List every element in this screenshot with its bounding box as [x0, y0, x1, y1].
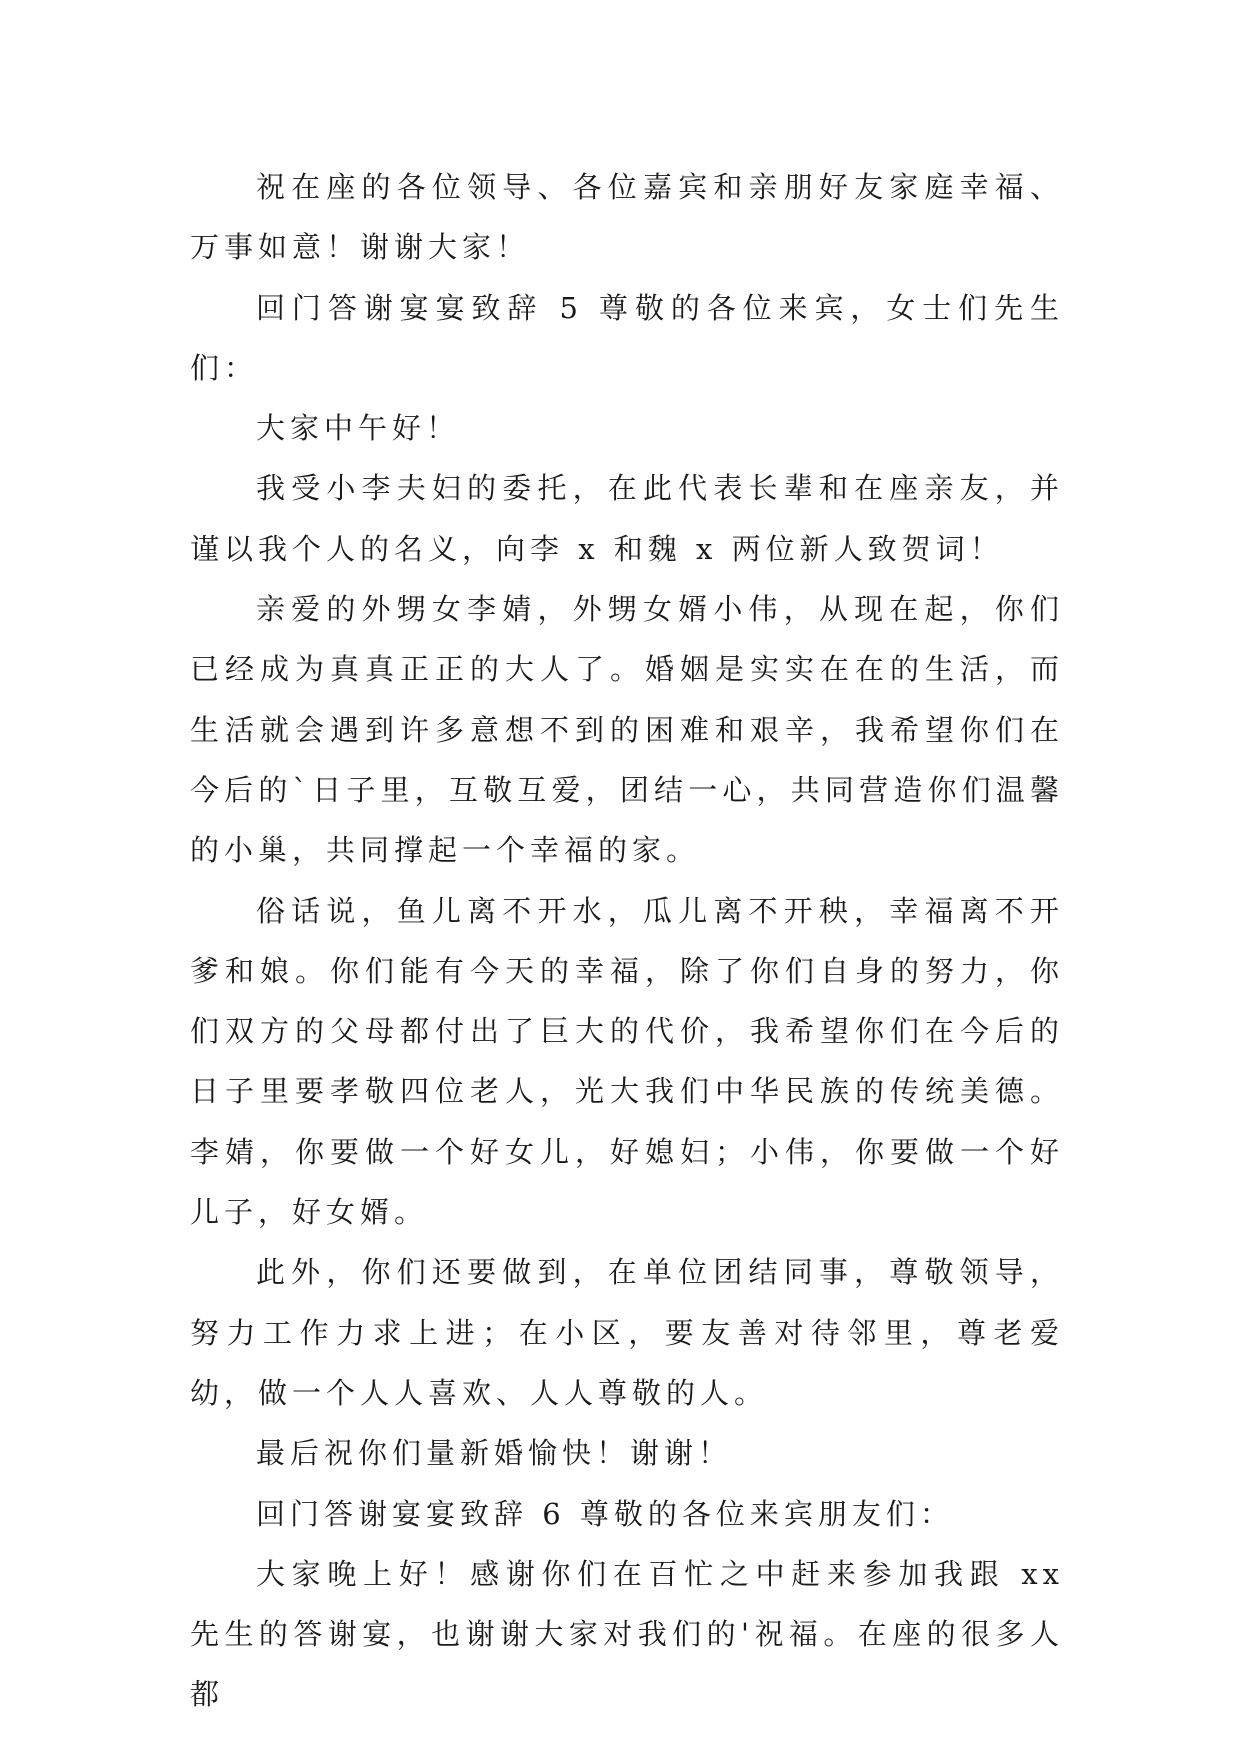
paragraph-greeting-evening: 大家晚上好！感谢你们在百忙之中赶来参加我跟 xx 先生的答谢宴，也谢谢大家对我们的'祝福。在座的很多人都	[190, 1556, 1064, 1712]
paragraph-speech-6-heading: 回门答谢宴宴致辞 6 尊敬的各位来宾朋友们：	[256, 1496, 954, 1531]
paragraph-advice-work: 此外，你们还要做到，在单位团结同事，尊敬领导，努力工作力求上进；在小区，要友善对待邻里，尊老爱幼，做一个人人喜欢、人人尊敬的人。	[190, 1255, 1064, 1410]
paragraph-speech-5-heading: 回门答谢宴宴致辞 5 尊敬的各位来宾，女士们先生们：	[190, 290, 1064, 385]
paragraph-advice-marriage: 亲爱的外甥女李婧，外甥女婿小伟，从现在起，你们已经成为真真正正的大人了。婚姻是实实在在的生活，而生活就会遇到许多意想不到的困难和艰辛，我希望你们在今后的`日子里，互敬互爱，团结一心，共同营造你们温馨的小巢，共同撑起一个幸福的家。	[190, 592, 1064, 868]
paragraph-final-wishes: 最后祝你们量新婚愉快！谢谢！	[256, 1436, 733, 1471]
document-body	[190, 157, 1064, 1725]
paragraph-advice-parents: 俗话说，鱼儿离不开水，瓜儿离不开秧，幸福离不开爹和娘。你们能有今天的幸福，除了你们自身的努力，你们双方的父母都付出了巨大的代价，我希望你们在今后的日子里要孝敬四位老人，光大我们中华民族的传统美德。李婧，你要做一个好女儿，好媳妇；小伟，你要做一个好儿子，好女婿。	[190, 893, 1064, 1230]
paragraph-congratulations: 我受小李夫妇的委托，在此代表长辈和在座亲友，并谨以我个人的名义，向李 x 和魏 x 两位新人致贺词！	[190, 471, 1064, 566]
paragraph-closing-wishes: 祝在座的各位领导、各位嘉宾和亲朋好友家庭幸福、万事如意！谢谢大家！	[190, 170, 1064, 265]
paragraph-greeting-noon: 大家中午好！	[256, 411, 461, 446]
